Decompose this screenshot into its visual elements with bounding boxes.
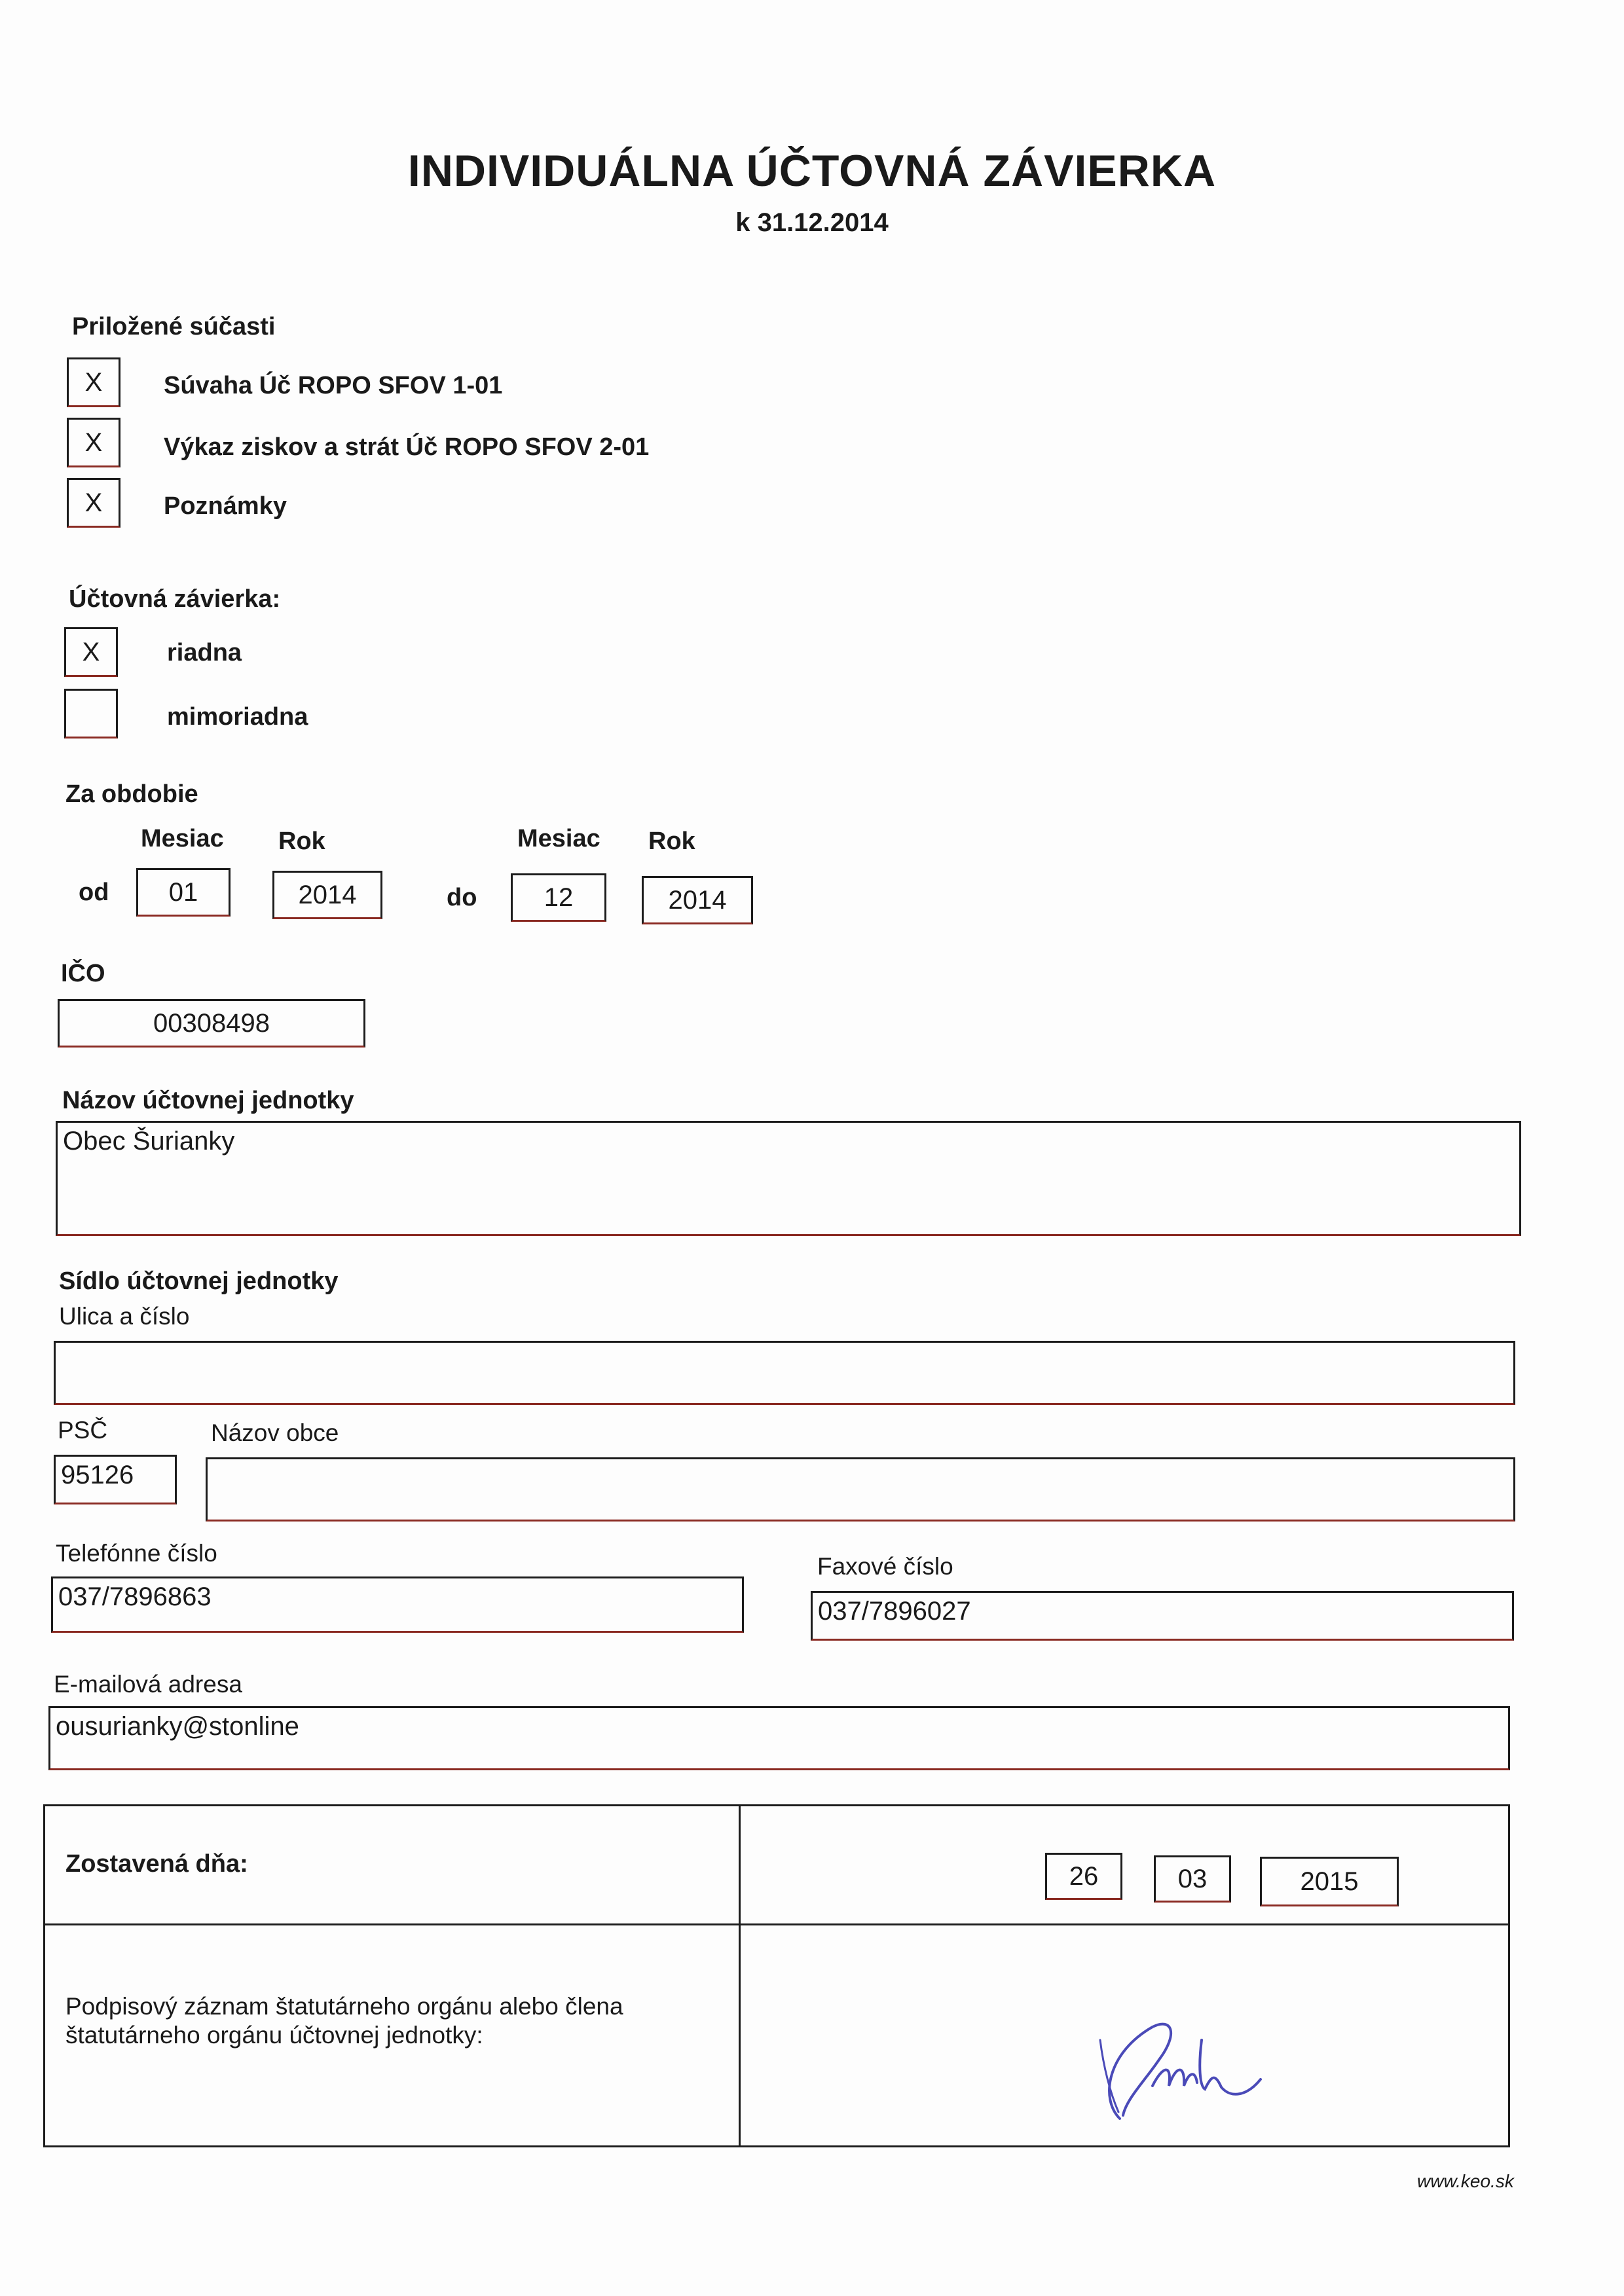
unit-name-field[interactable]: Obec Šurianky xyxy=(56,1121,1521,1236)
fax-label: Faxové číslo xyxy=(817,1553,953,1580)
period-from-year-field[interactable]: 2014 xyxy=(272,871,382,919)
attachment-income-checkbox[interactable]: X xyxy=(67,418,120,467)
attachment-income-label: Výkaz ziskov a strát Úč ROPO SFOV 2-01 xyxy=(164,433,650,461)
closure-regular-checkbox[interactable]: X xyxy=(64,627,118,677)
seat-label: Sídlo účtovnej jednotky xyxy=(59,1267,339,1295)
attachment-balance-checkbox[interactable]: X xyxy=(67,357,120,407)
compiled-date-label: Zostavená dňa: xyxy=(65,1850,248,1878)
phone-field[interactable]: 037/7896863 xyxy=(51,1576,744,1633)
attachments-label: Priložené súčasti xyxy=(72,313,276,340)
period-to-year-field[interactable]: 2014 xyxy=(642,876,753,924)
period-from-year-heading: Rok xyxy=(278,828,325,855)
form-title: INDIVIDUÁLNA ÚČTOVNÁ ZÁVIERKA xyxy=(407,146,1217,196)
period-label: Za obdobie xyxy=(65,780,198,808)
period-to-label: do xyxy=(447,884,477,911)
period-from-label: od xyxy=(79,879,109,906)
signature-table xyxy=(43,1804,1510,2147)
period-from-month-field[interactable]: 01 xyxy=(136,868,231,917)
attachment-notes-label: Poznámky xyxy=(164,492,287,520)
city-field[interactable] xyxy=(206,1457,1515,1522)
closure-type-label: Účtovná závierka: xyxy=(69,585,281,613)
email-label: E-mailová adresa xyxy=(54,1671,242,1698)
compiled-day-field[interactable]: 26 xyxy=(1045,1853,1122,1900)
footer-site: www.keo.sk xyxy=(1417,2171,1514,2191)
unit-name-label: Názov účtovnej jednotky xyxy=(62,1087,354,1114)
email-field[interactable]: ousurianky@stonline xyxy=(48,1706,1510,1770)
period-to-year-heading: Rok xyxy=(648,828,695,855)
signature-label-line2: štatutárneho orgánu účtovnej jednotky: xyxy=(65,2022,483,2049)
psc-label: PSČ xyxy=(58,1417,108,1444)
closure-regular-label: riadna xyxy=(167,639,242,666)
compiled-year-field[interactable]: 2015 xyxy=(1260,1857,1399,1906)
phone-label: Telefónne číslo xyxy=(56,1540,217,1567)
handwritten-signature xyxy=(1074,2001,1283,2138)
city-label: Názov obce xyxy=(211,1419,339,1446)
ico-field[interactable]: 00308498 xyxy=(58,999,365,1048)
closure-extraordinary-label: mimoriadna xyxy=(167,703,308,731)
street-field[interactable] xyxy=(54,1341,1515,1405)
fax-field[interactable]: 037/7896027 xyxy=(811,1591,1514,1641)
attachment-balance-label: Súvaha Úč ROPO SFOV 1-01 xyxy=(164,372,503,399)
psc-field[interactable]: 95126 xyxy=(54,1455,177,1504)
ico-label: IČO xyxy=(61,960,105,987)
street-label: Ulica a číslo xyxy=(59,1303,190,1330)
period-from-month-heading: Mesiac xyxy=(141,825,224,852)
form-subtitle: k 31.12.2014 xyxy=(735,208,889,237)
attachment-notes-checkbox[interactable]: X xyxy=(67,478,120,528)
period-to-month-field[interactable]: 12 xyxy=(511,873,606,922)
compiled-month-field[interactable]: 03 xyxy=(1154,1855,1231,1903)
closure-extraordinary-checkbox[interactable] xyxy=(64,689,118,738)
signature-label-line1: Podpisový záznam štatutárneho orgánu alebo člena xyxy=(65,1993,623,2020)
table-divider-horizontal xyxy=(43,1923,1510,1925)
period-to-month-heading: Mesiac xyxy=(517,825,600,852)
table-divider-vertical xyxy=(739,1804,741,2147)
